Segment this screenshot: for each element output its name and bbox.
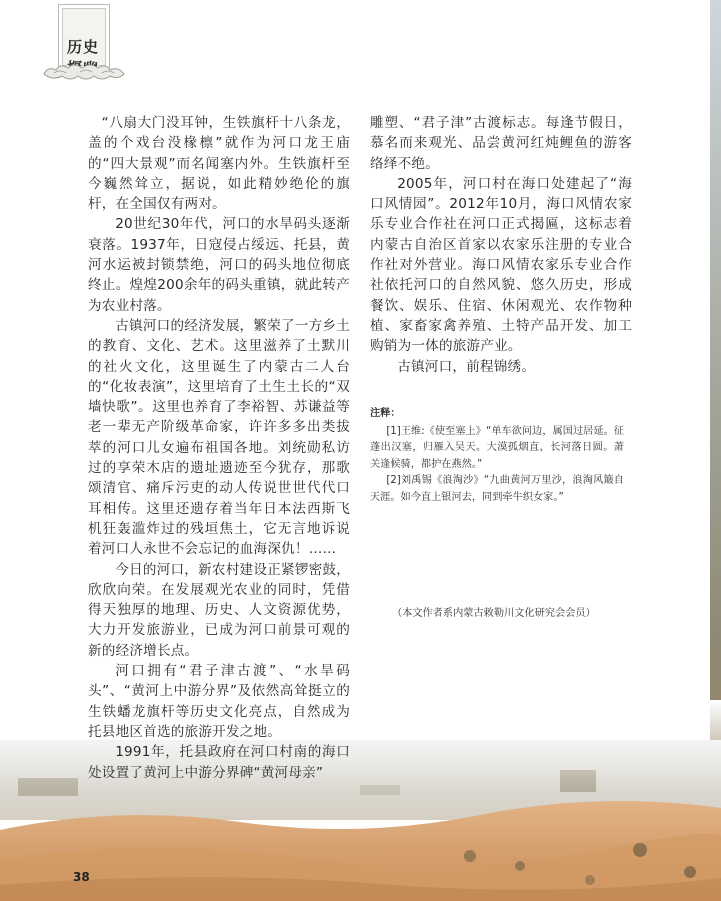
footnote-item: [2]刘禹锡《浪淘沙》“九曲黄河万里沙，浪淘风簸自天涯。如今直上银河去，同到牵牛织女家。” [370,475,624,503]
right-text-column [370,113,632,377]
paragraph: 古镇河口的经济发展，繁荣了一方乡土的教育、文化、艺术。这里滋养了土默川的社火文化，这里诞生了内蒙古二人台的“化妆表演”，这里培育了土生土长的“双墙快歌”。这里也养育了李裕智、苏谦益等老一辈无产阶级革命家，许许多多出类拔萃的河口儿女遍布祖国各地。刘统勋私访过的享荣木店的遗址遗迹至今犹存，那歌颂清官、痛斥污吏的动人传说世世代代口耳相传。这里还遗存着当年日本法西斯飞机狂轰滥炸过的残垣焦土，它无言地诉说着河口人永世不会忘记的血海深仇！…… [88,317,350,558]
cloud-ornament-icon [40,60,128,82]
author-note: （本文作者系内蒙古敕勒川文化研究会会员） [392,608,596,619]
footnotes-title: 注释： [370,408,401,419]
section-emblem [40,4,128,78]
footnote-item: [1]王维:《使至塞上》“单车欲问边，属国过居延。征蓬出汉塞，归雁入吴天。大漠孤烟直，长河落日圆。萧关逢候骑，都护在燕然。” [370,425,624,470]
footnotes [370,406,624,506]
paragraph: 2005年，河口村在海口处建起了“海口风情园”。2012年10月，海口风情农家乐专业合作社在河口正式揭匾，这标志着内蒙古自治区首家以农家乐注册的专业合作社对外营业。海口风情农家乐专业合作社依托河口的自然风貌、悠久历史，形成餐饮、娱乐、住宿、休闲观光、农作物种植、家畜家禽养殖、土特产品开发、加工购销为一体的旅游产业。 [370,175,632,355]
paragraph: 雕塑、“君子津”古渡标志。每逢节假日，慕名而来观光、品尝黄河红炖鲤鱼的游客络绎不绝。 [370,115,632,172]
emblem-line-1: 历史 [66,38,99,56]
paragraph: 1991年，托县政府在河口村南的海口处设置了黄河上中游分界碑“黄河母亲” [88,744,350,781]
paragraph: 河口拥有“君子津古渡”、“水旱码头”、“黄河上中游分界”及依然高耸挺立的生铁蟠龙旗杆等历史文化亮点，自然成为托县地区首选的旅游开发之地。 [88,663,350,740]
paragraph: 今日的河口，新农村建设正紧锣密鼓，欣欣向荣。在发展观光农业的同时，凭借得天独厚的地理、历史、人文资源优势，大力开发旅游业，已成为河口前景可观的新的经济增长点。 [88,561,350,659]
paragraph: 20世纪30年代，河口的水旱码头逐渐衰落。1937年，日寇侵占绥远、托县，黄河水运被封锁禁绝，河口的码头地位彻底终止。煌煌200余年的码头重镇，就此转产为农业村落。 [88,216,350,314]
left-text-column [88,113,350,783]
paragraph: 古镇河口，前程锦绣。 [397,358,536,375]
page-number: 38 [73,870,90,884]
paragraph: “八扇大门没耳钟，生铁旗杆十八条龙，盖的个戏台没椽檩”就作为河口龙王庙的“四大景观”而名闻塞内外。生铁旗杆至今巍然耸立，据说，如此精妙绝伦的旗杆，在全国仅有两对。 [88,115,350,213]
